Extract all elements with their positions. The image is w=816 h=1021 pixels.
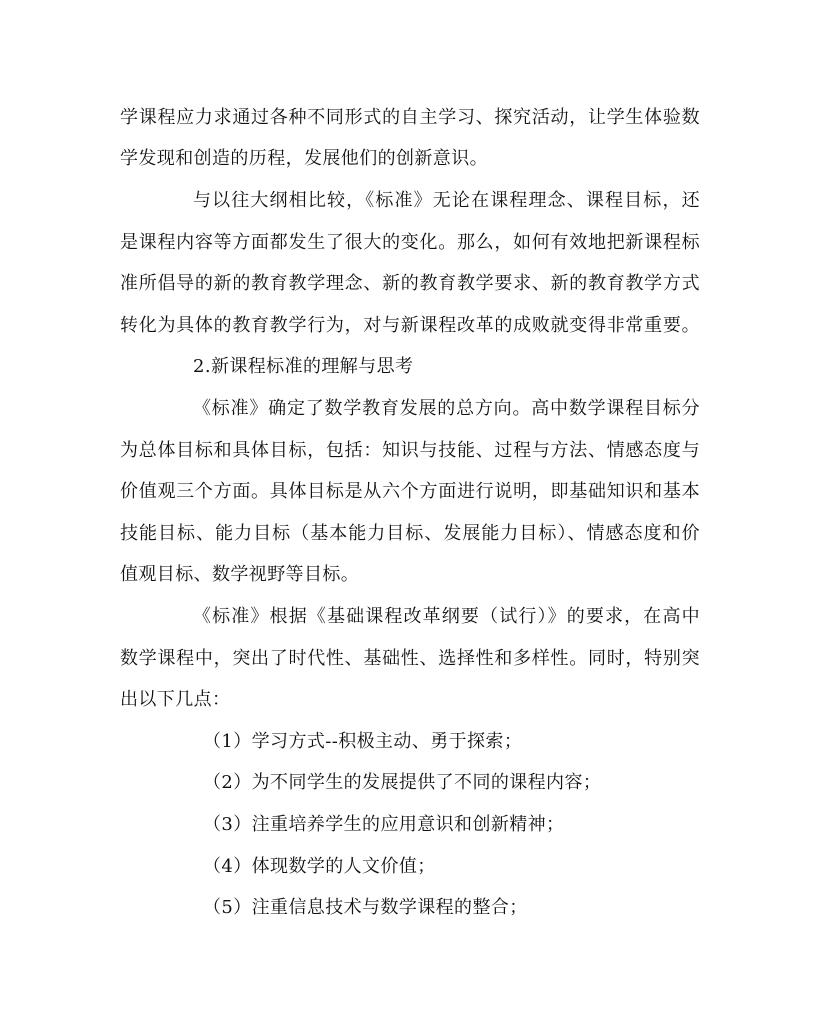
list-item: （2）为不同学生的发展提供了不同的课程内容； bbox=[203, 772, 602, 793]
body-text-line: 与以往大纲相比较，《标准》无论在课程理念、课程目标，还 bbox=[193, 190, 700, 211]
list-item: （5）注重信息技术与数学课程的整合； bbox=[203, 897, 528, 918]
body-text-line: 价值观三个方面。具体目标是从六个方面进行说明，即基础知识和基本 bbox=[120, 481, 700, 502]
body-text-line: 学课程应力求通过各种不同形式的自主学习、探究活动，让学生体验数 bbox=[120, 107, 700, 128]
list-item: （4）体现数学的人文价值； bbox=[203, 856, 436, 877]
body-text-line: 是课程内容等方面都发生了很大的变化。那么，如何有效地把新课程标 bbox=[120, 232, 700, 253]
body-text-line: 《标准》根据《基础课程改革纲要（试行）》的要求，在高中 bbox=[193, 606, 700, 627]
body-text-line: 《标准》确定了数学教育发展的总方向。高中数学课程目标分 bbox=[193, 398, 700, 419]
body-text-line: 转化为具体的教育教学行为，对与新课程改革的成败就变得非常重要。 bbox=[120, 315, 700, 336]
body-text-line: 出以下几点： bbox=[120, 689, 231, 710]
section-heading: 2.新课程标准的理解与思考 bbox=[193, 356, 414, 377]
body-text-line: 技能目标、能力目标（基本能力目标、发展能力目标）、情感态度和价 bbox=[120, 523, 700, 544]
body-text-line: 值观目标、数学视野等目标。 bbox=[120, 564, 360, 585]
list-item: （1）学习方式--积极主动、勇于探索； bbox=[203, 731, 523, 752]
body-text-line: 准所倡导的新的教育教学理念、新的教育教学要求、新的教育教学方式 bbox=[120, 273, 700, 294]
body-text-line: 数学课程中，突出了时代性、基础性、选择性和多样性。同时，特别突 bbox=[120, 648, 700, 669]
list-item: （3）注重培养学生的应用意识和创新精神； bbox=[203, 814, 565, 835]
body-text-line: 为总体目标和具体目标，包括：知识与技能、过程与方法、情感态度与 bbox=[120, 440, 700, 461]
body-text-line: 学发现和创造的历程，发展他们的创新意识。 bbox=[120, 148, 488, 169]
